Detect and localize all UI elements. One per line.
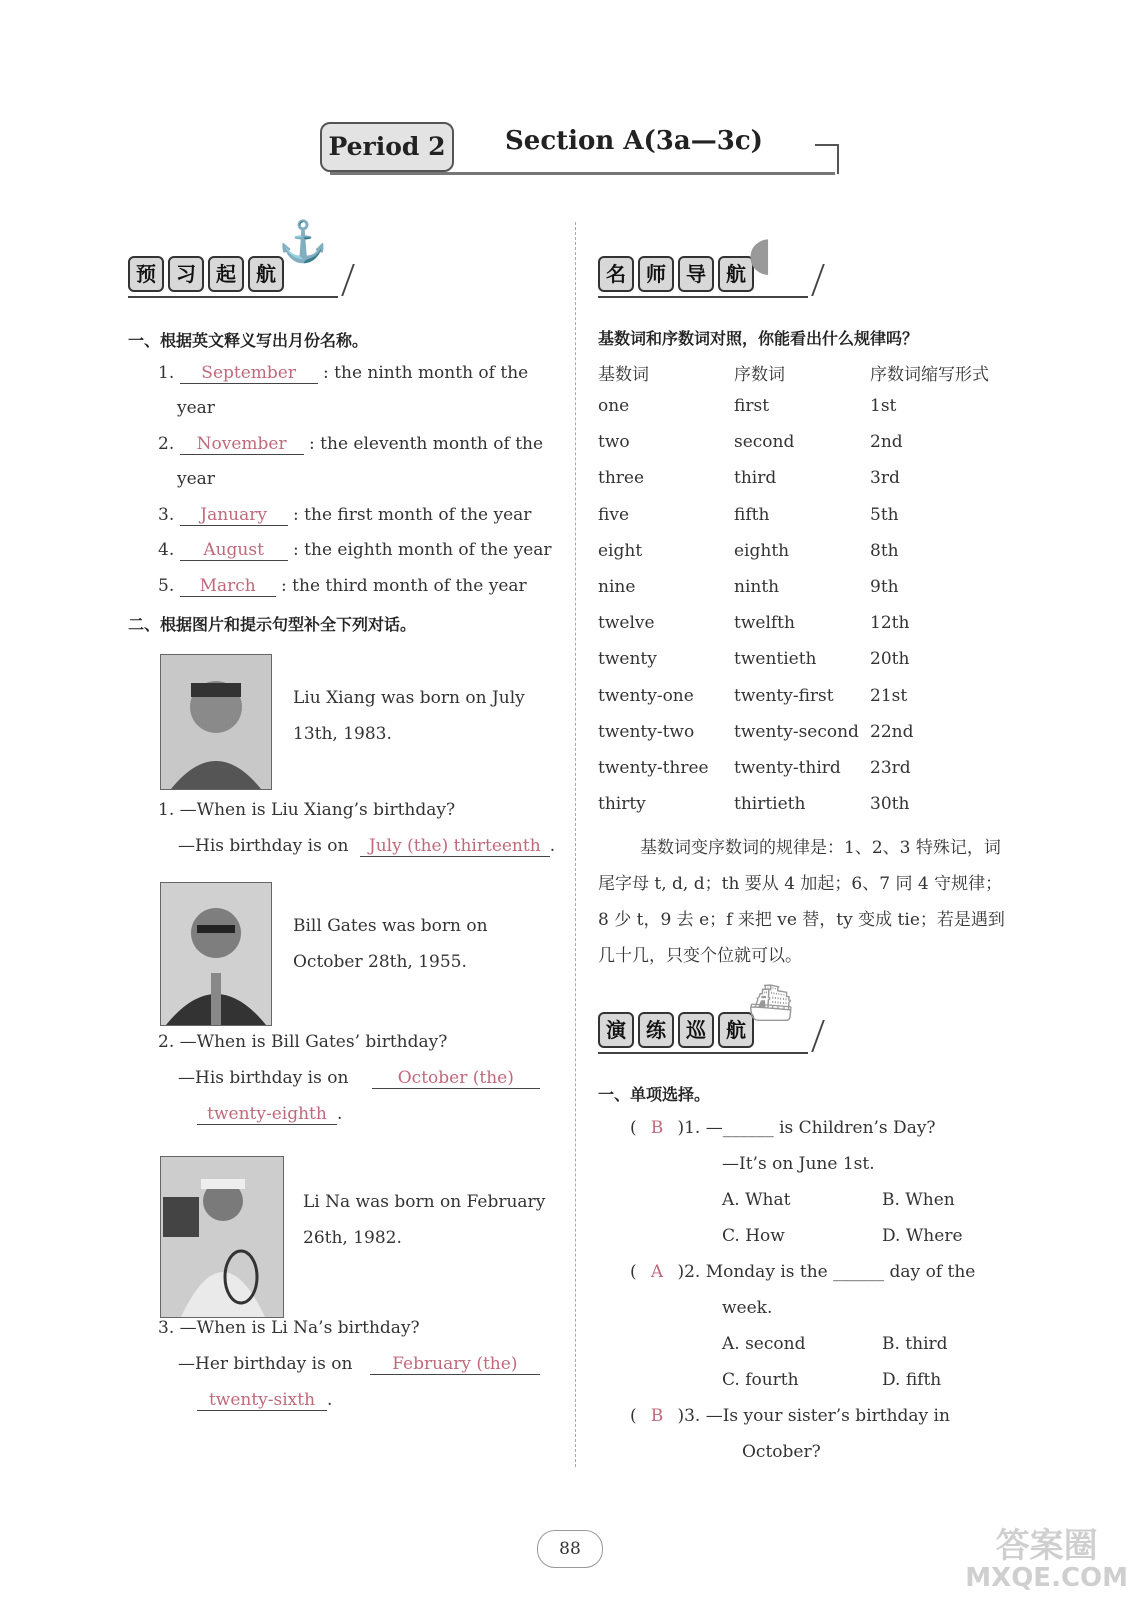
answer-blank: February (the) [370,1354,540,1375]
mc-sub-2: week. [722,1298,773,1318]
table-cell: one [598,396,630,416]
banner-char: 名 [598,256,634,292]
table-cell: twenty-three [598,758,709,778]
mc-option: B. third [882,1334,948,1354]
mc-question-text: )2. Monday is the ______ day of the [677,1262,976,1282]
month-item-4 [158,540,552,561]
item-number: 3. [158,505,175,525]
rule-line-3: 8 少 t，9 去 e；f 来把 ve 替，ty 变成 tie；若是遇到 [598,910,1005,930]
table-cell: 5th [870,504,899,525]
table-cell: twelve [598,613,655,634]
banner-underline [598,296,808,298]
caption-2b: October 28th, 1955. [293,952,467,972]
banner-char: 练 [638,1012,674,1048]
answer-blank: October (the) [372,1068,540,1089]
banner-char: 习 [168,256,204,292]
month-item-5 [158,576,527,597]
mc-heading: 一、单项选择。 [598,1085,711,1104]
header-underline [330,172,835,175]
item-text: : the eighth month of the year [293,540,552,560]
banner-teacher-guide [598,226,818,296]
mc-option: C. fourth [722,1370,799,1390]
table-cell: second [734,432,795,453]
answer-prefix: —His birthday is on [178,1068,349,1088]
banner-char: 演 [598,1012,634,1048]
table-cell: twenty-two [598,721,695,742]
mc-question-3 [630,1406,950,1426]
banner-underline [128,296,338,298]
banner-char: 预 [128,256,164,292]
question-2: 2. —When is Bill Gates’ birthday? [158,1032,448,1052]
numeral-table [598,360,1038,820]
table-cell: two [598,432,630,453]
answer-suffix: . [327,1390,333,1410]
watermark [965,1528,1128,1592]
table-cell: twenty-one [598,685,694,706]
item-number: 5. [158,576,175,596]
table-cell: twentieth [734,649,817,670]
table-cell: 9th [870,577,899,597]
person-photo-icon [161,883,271,1025]
banner-underline [598,1052,808,1054]
table-cell: first [734,396,770,416]
rule-line-4: 几十几，只变个位就可以。 [598,946,802,966]
table-cell: 3rd [870,468,900,489]
answer-line-2 [178,1068,540,1089]
mc-answer: B [650,1118,664,1138]
answer-prefix: —Her birthday is on [178,1354,353,1374]
banner-char: 导 [678,256,714,292]
banner-char: 航 [718,256,754,292]
rule-line-1: 基数词变序数词的规律是：1、2、3 特殊记，词 [640,838,1001,858]
table-cell: thirty [598,794,646,815]
table-cell: 20th [870,649,910,670]
item-text: : the eleventh month of the [309,434,544,454]
photo-bill-gates [160,882,272,1026]
table-cell: nine [598,577,636,597]
month-item-3 [158,505,531,526]
table-cell: 1st [870,396,897,416]
mc-option: C. How [722,1226,785,1246]
month-item-1 [158,363,528,384]
column-divider [575,222,576,1467]
banner-preview [128,219,348,296]
answer-line-1 [178,836,555,857]
table-cell: twenty-third [734,758,841,778]
item-text: : the ninth month of the [323,363,529,383]
answer-blank: July (the) thirteenth [360,836,550,857]
answer-line-3 [178,1354,540,1375]
pen-icon: ◖ [748,226,773,280]
table-cell: 8th [870,540,899,561]
caption-3a: Li Na was born on February [303,1192,546,1212]
mc-answer: B [650,1406,664,1426]
answer-blank: November [180,434,304,455]
answer-line-3b [197,1390,332,1411]
photo-li-na [160,1156,284,1318]
caption-1a: Liu Xiang was born on July [293,688,525,708]
answer-blank: March [180,576,276,597]
paren: ( [630,1118,637,1138]
answer-blank: twenty-sixth [197,1390,327,1411]
banner-char: 师 [638,256,674,292]
mc-answer: A [650,1262,664,1282]
table-cell: ninth [734,577,780,597]
mc-question-text: )3. —Is your sister’s birthday in [677,1406,950,1426]
part2-heading: 二、根据图片和提示句型补全下列对话。 [128,615,417,634]
caption-1b: 13th, 1983. [293,724,392,744]
table-cell: twenty-second [734,721,859,742]
item-text-cont: year [177,398,215,418]
answer-prefix: —His birthday is on [178,836,349,856]
rule-line-2: 尾字母 t, d, d；th 要从 4 加起；6、7 同 4 守规律； [598,874,1003,894]
col-header: 序数词 [734,365,785,385]
table-cell: 12th [870,613,910,634]
table-cell: third [734,468,777,489]
table-cell: eighth [734,540,790,561]
month-item-2 [158,434,543,455]
mc-option: A. What [722,1190,791,1210]
mc-question-1 [630,1118,936,1138]
part1-heading: 一、根据英文释义写出月份名称。 [128,331,369,350]
item-text-cont: year [177,469,215,489]
watermark-url: MXQE.COM [965,1563,1128,1593]
section-title: Section A(3a—3c) [505,126,763,156]
person-photo-icon [161,1157,283,1317]
period-label: Period 2 [320,122,454,172]
answer-blank: August [180,540,288,561]
header-corner [815,144,839,174]
person-photo-icon [161,655,271,789]
banner-char: 起 [208,256,244,292]
page-header [320,122,840,174]
banner-char: 巡 [678,1012,714,1048]
ship-icon: ⛴ [748,983,794,1024]
mc-sub-1: —It’s on June 1st. [722,1154,875,1174]
table-cell: twelfth [734,613,795,634]
col-header: 序数词缩写形式 [870,365,989,385]
item-number: 1. [158,363,175,383]
caption-2a: Bill Gates was born on [293,916,488,936]
table-cell: 2nd [870,432,903,453]
watermark-logo-text: 答案圈 [995,1526,1098,1566]
question-3: 3. —When is Li Na’s birthday? [158,1318,420,1338]
item-text: : the first month of the year [293,505,532,525]
table-cell: 21st [870,685,908,706]
question-1: 1. —When is Liu Xiang’s birthday? [158,800,456,820]
table-cell: twenty [598,649,657,670]
mc-question-2 [630,1262,975,1282]
answer-blank: twenty-eighth [197,1104,337,1125]
answer-suffix: . [337,1104,343,1124]
table-cell: five [598,504,630,525]
table-cell: fifth [734,504,770,525]
mc-option: B. When [882,1190,955,1210]
col-header: 基数词 [598,365,649,385]
mc-option: D. Where [882,1226,963,1246]
mc-sub-3: October? [742,1442,821,1462]
answer-blank: September [180,363,318,384]
anchor-icon: ⚓ [278,219,328,265]
table-cell: eight [598,540,643,561]
item-text: : the third month of the year [281,576,527,596]
table-cell: three [598,468,645,489]
item-number: 2. [158,434,175,454]
table-cell: 23rd [870,758,911,778]
table-cell: 22nd [870,721,914,742]
mc-question-text: )1. —______ is Children’s Day? [677,1118,936,1138]
mc-option: A. second [722,1334,806,1354]
table-cell: 30th [870,794,910,815]
banner-char: 航 [248,256,284,292]
banner-char: 航 [718,1012,754,1048]
answer-line-2b [197,1104,342,1125]
banner-practice [598,983,818,1052]
answer-suffix: . [549,836,556,856]
table-cell: twenty-first [734,685,834,706]
item-number: 4. [158,540,175,560]
table-intro: 基数词和序数词对照，你能看出什么规律吗？ [598,329,919,348]
paren: ( [630,1406,637,1426]
answer-blank: January [180,505,288,526]
paren: ( [630,1262,637,1282]
table-cell: thirtieth [734,794,806,815]
photo-liu-xiang [160,654,272,790]
caption-3b: 26th, 1982. [303,1228,402,1248]
mc-option: D. fifth [882,1370,942,1390]
page-number: 88 [537,1530,603,1568]
